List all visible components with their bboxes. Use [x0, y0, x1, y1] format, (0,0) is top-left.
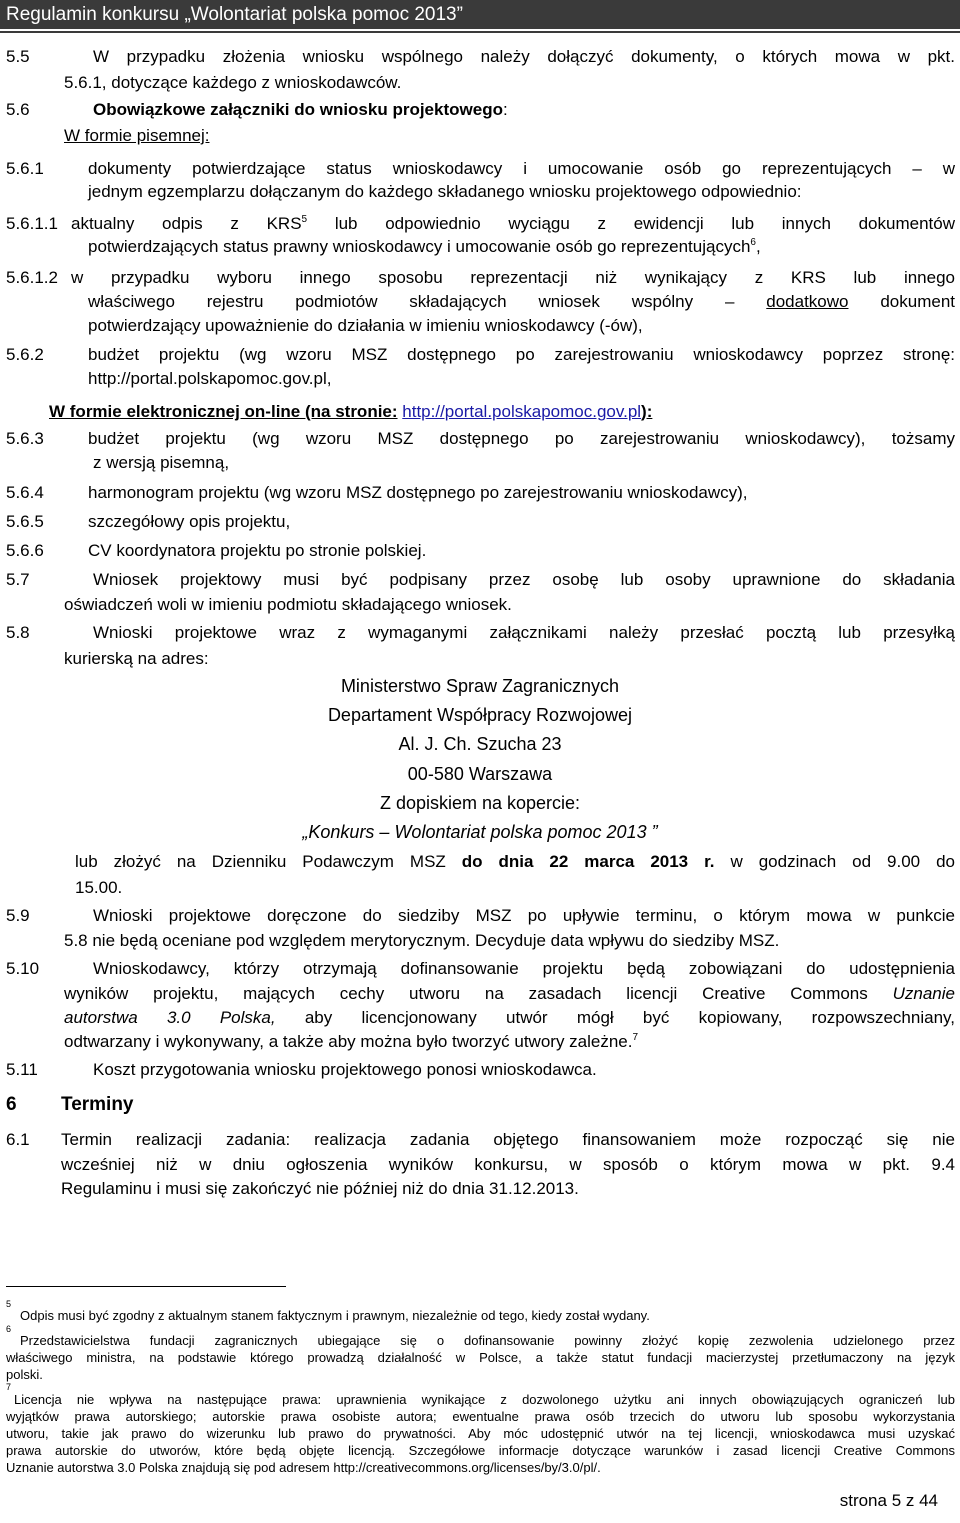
- text-run: potwierdzających status prawny wnioskodawcy i umocowanie osób go reprezentujących: [88, 237, 751, 256]
- section-number: 5.6.2: [6, 345, 44, 364]
- paragraph-line: Wnioski projektowe wraz z wymaganymi załącznikami należy przesłać pocztą lub przesyłką: [93, 623, 955, 642]
- section-number: 5.8: [6, 623, 30, 642]
- footnote-text: prawa autorskie do utworów, które będą objęte licencją. Szczegółowe informacje dotyczące warunków i zasad licencji Creative Commons: [6, 1443, 955, 1458]
- address-line: Ministerstwo Spraw Zagranicznych: [340, 676, 620, 696]
- section-heading: [93, 99, 508, 121]
- paragraph-line: 5.8 nie będą oceniane pod względem merytorycznym. Decyduje data wpływu do siedziby MSZ.: [64, 931, 780, 950]
- section-number: 5.6.4: [6, 483, 44, 502]
- paragraph-line: [64, 1031, 638, 1053]
- section-number: 5.6.1.1: [6, 214, 58, 233]
- paragraph-line: dokumenty potwierdzające status wnioskodawcy i umocowanie osób go reprezentujących – w: [88, 159, 955, 178]
- paragraph-line: Wniosek projektowy musi być podpisany przez osobę lub osoby uprawnione do składania: [93, 570, 955, 589]
- text-run: właściwego rejestru podmiotów składających wniosek wspólny –: [88, 292, 735, 311]
- footnote-ref[interactable]: 5: [301, 214, 308, 225]
- subsection-heading: W formie pisemnej:: [64, 126, 210, 145]
- footnote-number: 5: [6, 1299, 12, 1309]
- address-line: Departament Współpracy Rozwojowej: [327, 705, 633, 725]
- subsection-heading: [49, 401, 652, 423]
- text-run: wyników projektu, mających cechy utworu na zasadach licencji Creative Commons: [64, 984, 868, 1003]
- section-number: 6.1: [6, 1130, 30, 1149]
- footnote-number: 6: [6, 1324, 12, 1334]
- section-number: 5.7: [6, 570, 30, 589]
- address-line: 00-580 Warszawa: [407, 764, 553, 784]
- footnote-text: polski.: [6, 1367, 43, 1382]
- text-run: aktualny odpis z KRS: [71, 214, 302, 233]
- page-header: [0, 0, 960, 29]
- section-number: 5.5: [6, 47, 30, 66]
- paragraph-line: potwierdzający upoważnienie do działania w imieniu wnioskodawcy (-ów),: [88, 316, 643, 335]
- section-number: 5.6.1: [6, 159, 44, 178]
- footnote-text: Przedstawicielstwa fundacji zagranicznych ubiegające się o dofinansowanie powinny złożyć kopię zezwolenia udzielonego przez: [20, 1333, 955, 1348]
- section-number: 5.6: [6, 100, 30, 119]
- paragraph-line: Wnioskodawcy, którzy otrzymają dofinansowanie projektu będą zobowiązani do udostępnienia: [93, 959, 955, 978]
- text-run: ):: [641, 402, 653, 421]
- paragraph-line: Termin realizacji zadania: realizacja zadania objętego finansowaniem może rozpocząć się nie: [61, 1130, 955, 1149]
- text-run: dodatkowo: [766, 292, 849, 311]
- paragraph-line: W przypadku złożenia wniosku wspólnego należy dołączyć dokumenty, o których mowa w pkt.: [93, 47, 955, 66]
- footnote-text: Uznanie autorstwa 3.0 Polska znajdują się pod adresem http://creativecommons.org/licenses/by/3.0/pl/.: [6, 1460, 601, 1475]
- page-number: strona 5 z 44: [839, 1491, 938, 1510]
- section-number: 5.9: [6, 906, 30, 925]
- text-run: odtwarzany i wykonywany, a także aby można było tworzyć utwory zależne.: [64, 1032, 633, 1051]
- paragraph-line: szczegółowy opis projektu,: [88, 512, 291, 531]
- chapter-title: Terminy: [61, 1094, 134, 1115]
- text-run: lub odpowiednio wyciągu z ewidencji lub innych dokumentów: [334, 214, 955, 233]
- footnote-text: Odpis musi być zgodny z aktualnym stanem faktycznym i prawnym, niezależnie od tego, kiedy został wydany.: [20, 1308, 650, 1323]
- footnote-text: Licencja nie wpływa na następujące prawa: uprawnienia wynikające z dozwolonego użytku ani innych obowiązujących ograniczeń lub: [14, 1392, 955, 1407]
- section-number: 5.6.1.2: [6, 268, 58, 287]
- footnote-number: 7: [6, 1382, 12, 1392]
- text-run: W formie elektronicznej on-line (na stronie:: [49, 402, 398, 421]
- paragraph-line: harmonogram projektu (wg wzoru MSZ dostępnego po zarejestrowaniu wnioskodawcy),: [88, 483, 748, 502]
- paragraph-line: kurierską na adres:: [64, 649, 209, 668]
- footnote-text: wyjątków prawa autorskiego; autorskie prawa osobiste autora; ewentualne prawa osób trzecich do utworu lub sposobu wykorzystania: [6, 1409, 955, 1424]
- text-run: w godzinach od 9.00 do: [730, 852, 955, 871]
- paragraph-line: CV koordynatora projektu po stronie polskiej.: [88, 541, 427, 560]
- section-number: 5.11: [6, 1060, 38, 1079]
- paragraph-line: [75, 851, 955, 873]
- paragraph-line: 15.00.: [75, 878, 123, 897]
- paragraph-line: 5.6.1, dotyczące każdego z wnioskodawców.: [64, 73, 402, 92]
- paragraph-line: wcześniej niż w dniu ogłoszenia wyników konkursu, w sposób o którym mowa w pkt. 9.4: [61, 1155, 955, 1174]
- deadline: do dnia 22 marca 2013 r.: [461, 852, 715, 871]
- footnote-ref[interactable]: 6: [750, 237, 756, 248]
- paragraph-line: [88, 236, 761, 258]
- paragraph-line: [88, 291, 955, 313]
- paragraph-line: oświadczeń woli w imieniu podmiotu składającego wniosek.: [64, 595, 512, 614]
- text-run: autorstwa 3.0 Polska,: [64, 1008, 276, 1027]
- header-rule: [0, 31, 960, 33]
- envelope-note: „Konkurs – Wolontariat polska pomoc 2013 ”: [302, 822, 658, 842]
- text-run: ,: [755, 237, 761, 256]
- paragraph-line: Koszt przygotowania wniosku projektowego ponosi wnioskodawca.: [93, 1060, 597, 1079]
- address-line: Z dopiskiem na kopercie:: [379, 793, 581, 813]
- paragraph-line: budżet projektu (wg wzoru MSZ dostępnego po zarejestrowaniu wnioskodawcy poprzez stronę:: [88, 345, 955, 364]
- text-run: Uznanie: [892, 984, 955, 1003]
- section-number: 5.10: [6, 959, 40, 978]
- paragraph-line: jednym egzemplarzu dołączanym do każdego składanego wniosku projektowego odpowiednio:: [88, 182, 802, 201]
- paragraph-line: z wersją pisemną,: [93, 453, 230, 472]
- header-title: Regulamin konkursu „Wolontariat polska pomoc 2013”: [6, 4, 463, 25]
- section-number: 5.6.3: [6, 429, 44, 448]
- footnote-text: właściwego ministra, na podstawie którego prowadzą działalność w Polsce, a także statut fundacji macierzystej przetłumaczony na język: [6, 1350, 955, 1365]
- section-number: 5.6.6: [6, 541, 44, 560]
- footnote-separator: [6, 1286, 286, 1287]
- paragraph-line: Wnioski projektowe doręczone do siedziby MSZ po upływie terminu, o którym mowa w punkcie: [93, 906, 955, 925]
- footnote-text: utworu, takie jak prawo do wizerunku lub prawo do prywatności. Aby móc udostępnić utwór na tej licencji, wnioskodawca musi uzyskać: [6, 1426, 955, 1441]
- portal-link[interactable]: http://portal.polskapomoc.gov.pl: [402, 402, 642, 421]
- paragraph-line: http://portal.polskapomoc.gov.pl,: [88, 369, 332, 388]
- section-title: Obowiązkowe załączniki do wniosku projektowego: [93, 100, 503, 119]
- paragraph-line: [71, 213, 955, 235]
- footnote-ref[interactable]: 7: [632, 1032, 639, 1043]
- paragraph-line: budżet projektu (wg wzoru MSZ dostępnego po zarejestrowaniu wnioskodawcy), tożsamy: [88, 429, 955, 448]
- paragraph-line: Regulaminu i musi się zakończyć nie później niż do dnia 31.12.2013.: [61, 1179, 579, 1198]
- section-colon: :: [502, 100, 508, 119]
- paragraph-line: [64, 983, 955, 1005]
- text-run: lub złożyć na Dzienniku Podawczym MSZ: [75, 852, 446, 871]
- text-run: dokument: [880, 292, 956, 311]
- address-line: Al. J. Ch. Szucha 23: [398, 734, 562, 754]
- section-number: 5.6.5: [6, 512, 44, 531]
- paragraph-line: [64, 1007, 955, 1029]
- chapter-number: 6: [6, 1094, 17, 1115]
- paragraph-line: w przypadku wyboru innego sposobu reprezentacji niż wynikający z KRS lub innego: [71, 268, 955, 287]
- text-run: aby licencjonowany utwór mógł być kopiowany, rozpowszechniany,: [304, 1008, 955, 1027]
